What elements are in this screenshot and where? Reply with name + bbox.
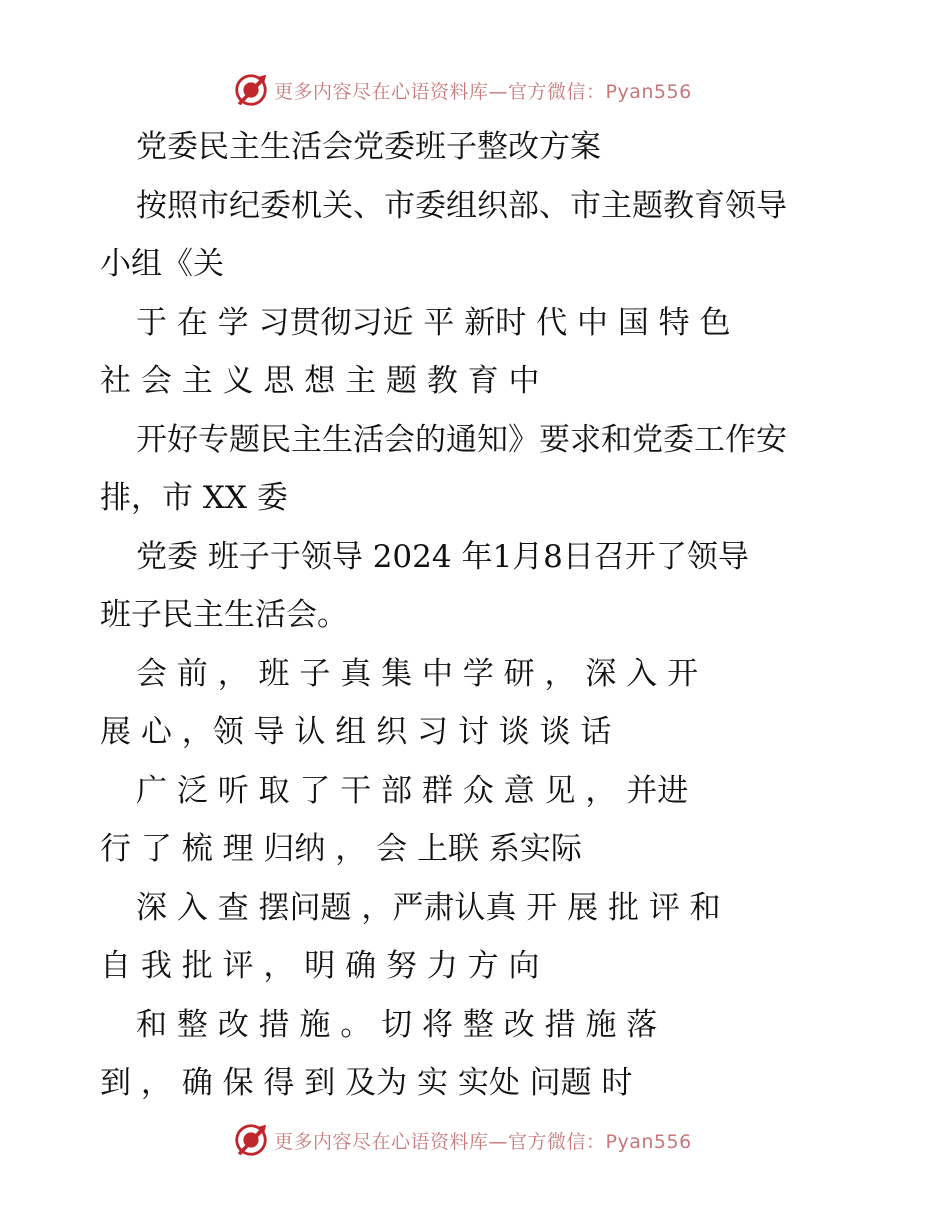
feather-pen-logo-icon — [232, 1121, 270, 1159]
banner-text: 更多内容尽在心语资料库—官方微信：Pyan556 — [274, 80, 692, 103]
paragraph-line: 自 我 批 评 ， 明 确 努 力 方 向 — [100, 948, 540, 984]
header-banner — [232, 70, 692, 110]
paragraph-line: 班子民主生活会。 — [100, 597, 348, 633]
paragraph-line: 展 心 ，领 导 认 组 织 习 讨 谈 谈 话 — [100, 714, 612, 750]
document-title: 党委民主生活会党委班子整改方案 — [136, 129, 601, 165]
paragraph-line: 于 在 学 习贯彻习近 平 新时 代 中 国 特 色 — [136, 305, 731, 341]
paragraph-line: 和 整 改 措 施 。 切 将 整 改 措 施 落 — [136, 1007, 658, 1043]
paragraph-line: 排，市 XX 委 — [100, 480, 288, 516]
paragraph-line: 开好专题民主生活会的通知》要求和党委工作安 — [136, 422, 787, 458]
paragraph-line: 按照市纪委机关、市委组织部、市主题教育领导 — [136, 188, 787, 224]
paragraph-line: 深 入 查 摆问题 ，严肃认真 开 展 批 评 和 — [136, 890, 721, 926]
paragraph-line: 行 了 梳 理 归纳 ， 会 上联 系实际 — [100, 831, 582, 867]
paragraph-line: 小组《关 — [100, 246, 224, 282]
banner-text: 更多内容尽在心语资料库—官方微信：Pyan556 — [274, 1130, 692, 1153]
paragraph-line: 会 前 ， 班 子 真 集 中 学 研 ， 深 入 开 — [136, 656, 699, 692]
paragraph-line: 到 ， 确 保 得 到 及为 实 实处 问题 时 — [100, 1065, 633, 1101]
paragraph-line: 党委 班子于领导 2024 年1月8日召开了领导 — [136, 539, 749, 575]
footer-banner — [232, 1120, 692, 1160]
paragraph-line: 社 会 主 义 思 想 主 题 教 育 中 — [100, 363, 540, 399]
paragraph-line: 广 泛 听 取 了 干 部 群 众 意 见 ， 并进 — [136, 773, 689, 809]
feather-pen-logo-icon — [232, 71, 270, 109]
